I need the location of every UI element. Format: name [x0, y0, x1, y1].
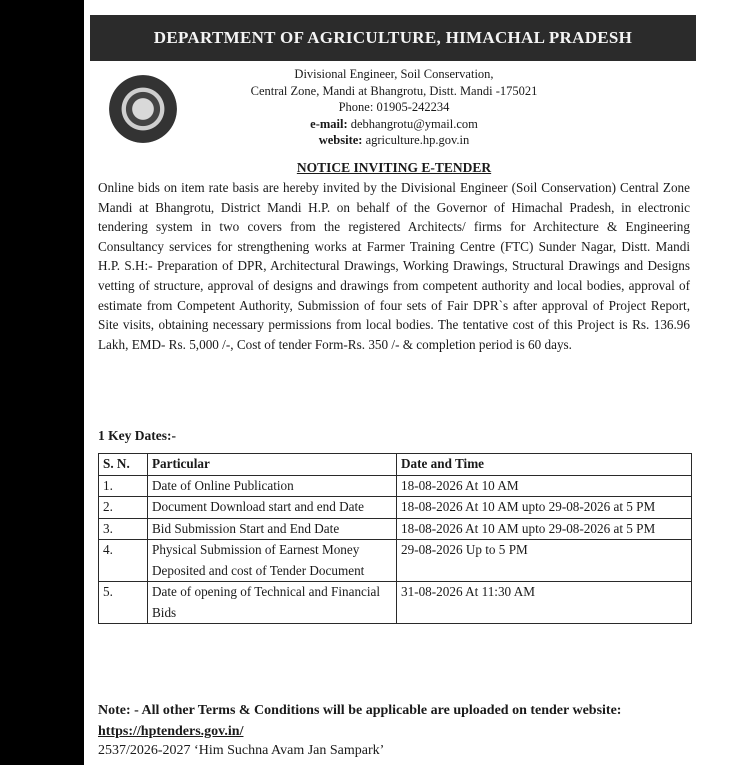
table-header-row — [99, 454, 692, 476]
table-row — [99, 518, 692, 540]
notice-title: NOTICE INVITING E-TENDER — [296, 160, 492, 175]
tender-website-link[interactable]: https://hptenders.gov.in/ — [98, 724, 244, 739]
office-email — [180, 116, 608, 133]
terms-note-text: Note: - All other Terms & Conditions will be applicable are uploaded on tender website: — [98, 703, 622, 718]
column-header-datetime: Date and Time — [397, 454, 692, 476]
column-header-particular: Particular — [148, 454, 397, 476]
row-particular: Physical Submission of Earnest Money Deposited and cost of Tender Document — [148, 540, 397, 582]
email-value[interactable]: debhangrotu@ymail.com — [350, 116, 478, 131]
notice-sheet — [84, 0, 704, 765]
department-emblem-icon — [109, 75, 177, 143]
row-sn: 4. — [99, 540, 148, 582]
website-label: website: — [318, 133, 363, 147]
table-row — [99, 540, 692, 582]
row-datetime: 18-08-2026 At 10 AM — [397, 475, 692, 497]
row-sn: 3. — [99, 518, 148, 540]
key-dates-heading: 1 Key Dates:- — [98, 428, 176, 443]
office-website — [180, 132, 608, 149]
table-row — [99, 475, 692, 497]
department-title — [90, 15, 696, 61]
row-particular: Date of opening of Technical and Financial Bids — [148, 582, 397, 624]
row-sn: 5. — [99, 582, 148, 624]
row-datetime: 29-08-2026 Up to 5 PM — [397, 540, 692, 582]
row-sn: 1. — [99, 475, 148, 497]
office-line-2: Central Zone, Mandi at Bhangrotu, Distt. Mandi -175021 — [250, 83, 538, 98]
top-margin — [84, 0, 704, 14]
right-margin — [704, 0, 756, 765]
release-footer: 2537/2026-2027 ‘Him Suchna Avam Jan Sampark’ — [98, 743, 385, 758]
row-datetime: 31-08-2026 At 11:30 AM — [397, 582, 692, 624]
row-datetime: 18-08-2026 At 10 AM upto 29-08-2026 at 5 PM — [397, 518, 692, 540]
department-title-text: DEPARTMENT OF AGRICULTURE, HIMACHAL PRADESH — [153, 28, 633, 47]
row-particular: Bid Submission Start and End Date — [148, 518, 397, 540]
website-value[interactable]: agriculture.hp.gov.in — [365, 133, 470, 147]
notice-body: Online bids on item rate basis are hereby invited by the Divisional Engineer (Soil Conservation) Central Zone Mandi at Bhangrotu, District Mandi H.P. on behalf of the Governor of Himachal Pradesh, in electronic tendering system in two covers from the registered Architects/ firms for Architecture & Engineering Consultancy services for strengthening works at Farmer Training Centre (FTC) Sunder Nagar, Distt. Mandi H.P. S.H:- Preparation of DPR, Architectural Drawings, Working Drawings, Structural Drawings and Designs vetting of structure, approval of designs and drawings from competent authority and local bodies, approval of estimate from Competent Authority, Submission of four sets of Fair DPR`s after approval of Project Report, Site visits, obtaining necessary permissions from local bodies. The tentative cost of this Project is Rs. 136.96 Lakh, EMD- Rs. 5,000 /-, Cost of tender Form-Rs. 350 /- & completion period is 60 days. — [98, 180, 690, 352]
office-phone: Phone: 01905-242234 — [338, 100, 450, 114]
row-particular: Document Download start and end Date — [148, 497, 397, 519]
column-header-sn: S. N. — [99, 454, 148, 476]
office-address-block — [180, 66, 608, 149]
office-line-1: Divisional Engineer, Soil Conservation, — [294, 67, 494, 81]
table-row — [99, 497, 692, 519]
terms-note — [98, 700, 692, 742]
table-row — [99, 582, 692, 624]
row-particular: Date of Online Publication — [148, 475, 397, 497]
row-datetime: 18-08-2026 At 10 AM upto 29-08-2026 at 5 PM — [397, 497, 692, 519]
row-sn: 2. — [99, 497, 148, 519]
key-dates-table — [98, 453, 692, 624]
email-label: e-mail: — [310, 116, 348, 131]
